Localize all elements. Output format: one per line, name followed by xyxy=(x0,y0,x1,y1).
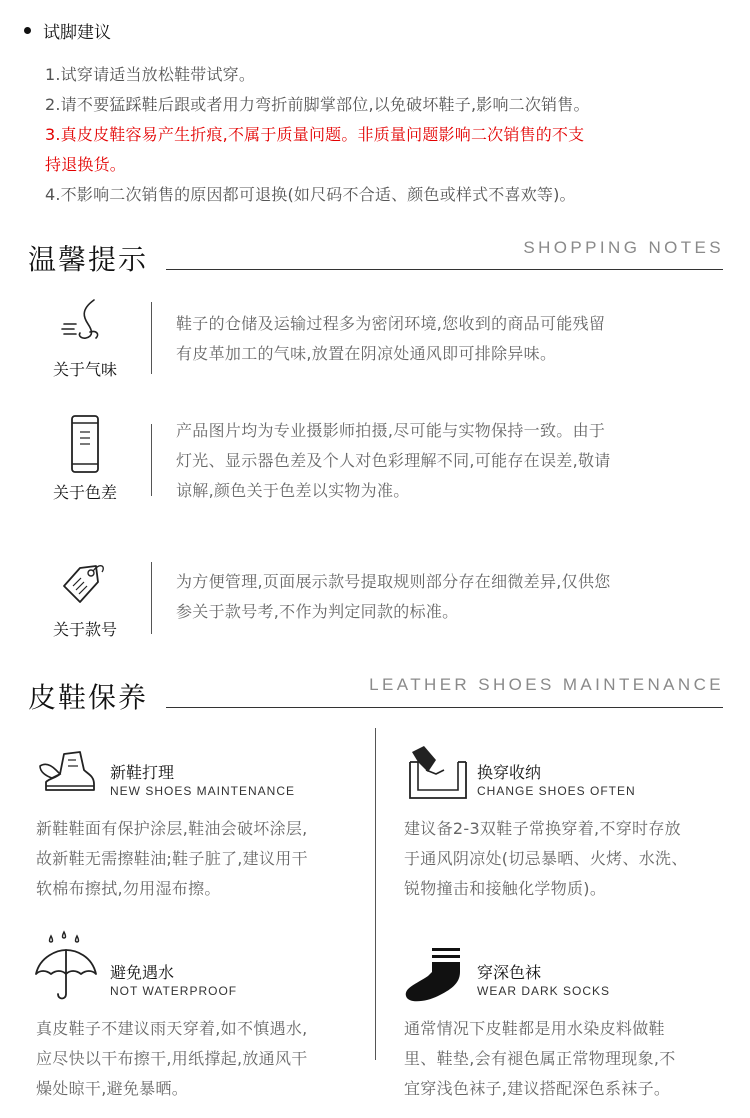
note-label-smell: 关于气味 xyxy=(52,360,117,379)
note-divider xyxy=(151,562,152,634)
notes-section-title: 温馨提示 xyxy=(28,243,149,276)
fitting-header xyxy=(24,18,111,42)
boot-icon xyxy=(36,744,100,796)
maintenance-line: 真皮鞋子不建议雨天穿着,如不慎遇水, xyxy=(36,1019,308,1038)
note-line: 有皮革加工的气味,放置在阴凉处通风即可排除异味。 xyxy=(176,344,557,363)
tag-icon xyxy=(50,558,120,618)
maintenance-line: 软棉布擦拭,勿用湿布擦。 xyxy=(36,879,221,898)
maintenance-title-dark-socks: 穿深色袜 xyxy=(477,963,542,982)
fitting-item-1: 1.试穿请适当放松鞋带试穿。 xyxy=(45,65,256,84)
bullet-dot-icon xyxy=(24,27,31,34)
note-label-color: 关于色差 xyxy=(52,483,117,502)
umbrella-icon xyxy=(34,930,98,1002)
maintenance-line: 新鞋鞋面有保护涂层,鞋油会破坏涂层, xyxy=(36,819,308,838)
maintenance-en-change-shoes: CHANGE SHOES OFTEN xyxy=(477,784,636,798)
maintenance-line: 应尽快以干布擦干,用纸撑起,放通风干 xyxy=(36,1049,308,1068)
maintenance-line: 燥处晾干,避免暴晒。 xyxy=(36,1079,189,1098)
sock-icon xyxy=(402,944,466,1004)
maintenance-line: 于通风阴凉处(切忌暴晒、火烤、水洗、 xyxy=(404,849,688,868)
note-divider xyxy=(151,302,152,374)
maintenance-line: 锐物撞击和接触化学物质)。 xyxy=(404,879,607,898)
maintenance-line: 里、鞋垫,会有褪色属正常物理现象,不 xyxy=(404,1049,676,1068)
maintenance-title-new-shoes: 新鞋打理 xyxy=(110,763,175,782)
note-line: 鞋子的仓储及运输过程多为密闭环境,您收到的商品可能残留 xyxy=(176,314,606,333)
note-label-style-no: 关于款号 xyxy=(52,620,117,639)
note-line: 谅解,颜色关于色差以实物为准。 xyxy=(176,481,410,500)
maintenance-en-new-shoes: NEW SHOES MAINTENANCE xyxy=(110,784,296,798)
maintenance-text-new-shoes xyxy=(36,814,366,904)
maintenance-center-divider xyxy=(375,728,376,1060)
maintenance-section-rule xyxy=(166,707,723,708)
maintenance-line: 故新鞋无需擦鞋油;鞋子脏了,建议用干 xyxy=(36,849,308,868)
fitting-item-2: 2.请不要猛踩鞋后跟或者用力弯折前脚掌部位,以免破坏鞋子,影响二次销售。 xyxy=(45,95,590,114)
maintenance-text-waterproof xyxy=(36,1014,366,1104)
note-text-color xyxy=(176,416,696,506)
note-line: 为方便管理,页面展示款号提取规则部分存在细微差异,仅供您 xyxy=(176,572,611,591)
fitting-item-4: 4.不影响二次销售的原因都可退换(如尺码不合适、颜色或样式不喜欢等)。 xyxy=(45,185,576,204)
fitting-list xyxy=(45,60,705,210)
smell-icon xyxy=(50,296,120,356)
fitting-item-3-cont: 持退换货。 xyxy=(45,155,127,174)
note-text-style-no xyxy=(176,567,696,627)
note-divider xyxy=(151,424,152,496)
note-line: 参关于款号考,不作为判定同款的标准。 xyxy=(176,602,459,621)
note-line: 灯光、显示器色差及个人对色彩理解不同,可能存在误差,敬请 xyxy=(176,451,611,470)
fitting-title: 试脚建议 xyxy=(43,22,111,43)
notes-section-rule xyxy=(166,269,723,270)
maintenance-text-change-shoes xyxy=(404,814,734,904)
maintenance-line: 宜穿浅色袜子,建议搭配深色系袜子。 xyxy=(404,1079,671,1098)
notes-section-subtitle: SHOPPING NOTES xyxy=(523,238,724,257)
fitting-item-3: 3.真皮皮鞋容易产生折痕,不属于质量问题。非质量问题影响二次销售的不支 xyxy=(45,125,585,144)
note-text-smell xyxy=(176,309,696,369)
note-line: 产品图片均为专业摄影师拍摄,尽可能与实物保持一致。由于 xyxy=(176,421,606,440)
maintenance-line: 建议备2-3双鞋子常换穿着,不穿时存放 xyxy=(404,819,681,838)
maintenance-line: 通常情况下皮鞋都是用水染皮料做鞋 xyxy=(404,1019,665,1038)
maintenance-en-dark-socks: WEAR DARK SOCKS xyxy=(477,984,611,998)
phone-icon xyxy=(50,414,120,474)
maintenance-text-dark-socks xyxy=(404,1014,734,1104)
maintenance-section-subtitle: LEATHER SHOES MAINTENANCE xyxy=(369,675,724,694)
maintenance-title-waterproof: 避免遇水 xyxy=(110,963,175,982)
maintenance-section-title: 皮鞋保养 xyxy=(28,681,149,714)
maintenance-en-waterproof: NOT WATERPROOF xyxy=(110,984,238,998)
storage-box-icon xyxy=(404,744,468,800)
maintenance-title-change-shoes: 换穿收纳 xyxy=(477,763,542,782)
